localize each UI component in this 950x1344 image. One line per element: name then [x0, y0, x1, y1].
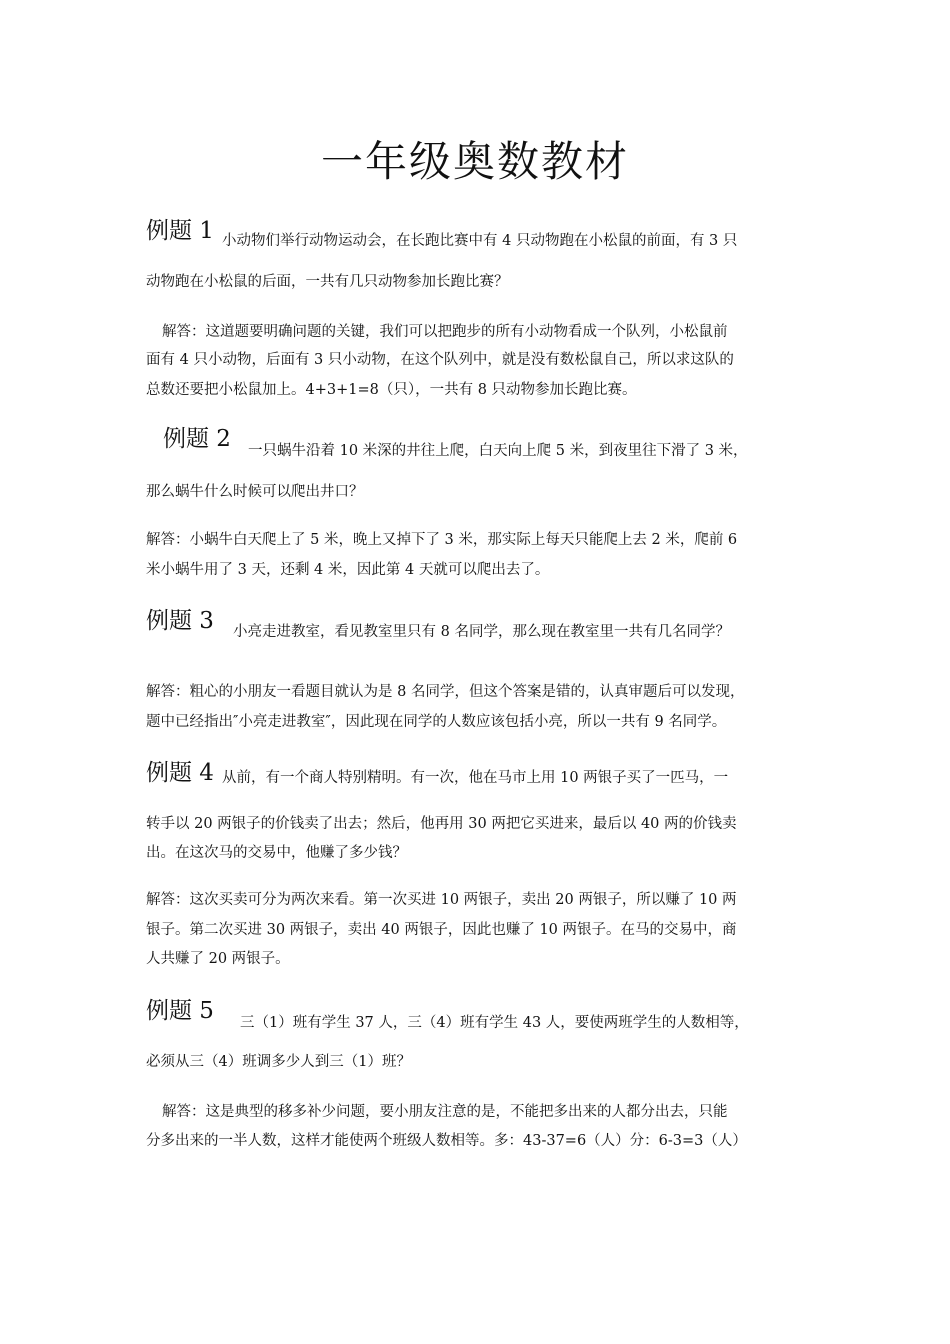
example-2-question-line-1: 一只蜗牛沿着 10 米深的井往上爬，白天向上爬 5 米，到夜里往下滑了 3 米，: [248, 443, 748, 459]
example-5-label: 例题 5: [146, 998, 214, 1024]
example-2-label: 例题 2: [163, 426, 231, 452]
example-2-answer-line-1: 解答：小蜗牛白天爬上了 5 米，晚上又掉下了 3 米，那实际上每天只能爬上去 2 米，爬前 6: [146, 532, 738, 548]
example-3-label: 例题 3: [146, 608, 214, 634]
example-3-answer-line-1: 解答：粗心的小朋友一看题目就认为是 8 名同学，但这个答案是错的，认真审题后可以发现，: [146, 684, 745, 700]
example-5-question-line-2: 必须从三（4）班调多少人到三（1）班？: [146, 1054, 411, 1070]
example-1-question-line-1: 小动物们举行动物运动会，在长跑比赛中有 4 只动物跑在小松鼠的前面，有 3 只: [222, 233, 738, 249]
example-4-question-line-3: 出。在这次马的交易中，他赚了多少钱？: [146, 845, 407, 861]
example-4-answer-line-1: 解答：这次买卖可分为两次来看。第一次买进 10 两银子，卖出 20 两银子，所以赚了 10 两: [146, 892, 737, 908]
example-1-answer-line-2: 面有 4 只小动物，后面有 3 只小动物，在这个队列中，就是没有数松鼠自己，所以求这队的: [146, 352, 734, 368]
example-2-answer-line-2: 米小蜗牛用了 3 天，还剩 4 米，因此第 4 天就可以爬出去了。: [146, 562, 550, 578]
example-4-question-line-1: 从前，有一个商人特别精明。有一次，他在马市上用 10 两银子买了一匹马，一: [222, 770, 729, 786]
example-3-question-line-1: 小亮走进教室，看见教室里只有 8 名同学，那么现在教室里一共有几名同学？: [233, 624, 730, 640]
example-4-answer-line-2: 银子。第二次买进 30 两银子，卖出 40 两银子，因此也赚了 10 两银子。在马的交易中，商: [146, 922, 737, 938]
example-1-answer-line-3: 总数还要把小松鼠加上。4+3+1=8（只），一共有 8 只动物参加长跑比赛。: [146, 382, 637, 398]
document-title: 一年级奥数教材: [320, 137, 629, 187]
example-4-question-line-2: 转手以 20 两银子的价钱卖了出去；然后，他再用 30 两把它买进来，最后以 40 两的价钱卖: [146, 816, 737, 832]
example-3-answer-line-2: 题中已经指出″小亮走进教室″，因此现在同学的人数应该包括小亮，所以一共有 9 名同学。: [146, 714, 727, 730]
example-1-question-line-2: 动物跑在小松鼠的后面，一共有几只动物参加长跑比赛？: [146, 274, 509, 290]
example-1-label: 例题 1: [146, 218, 214, 244]
example-5-question-line-1: 三（1）班有学生 37 人，三（4）班有学生 43 人，要使两班学生的人数相等，: [240, 1015, 749, 1031]
example-5-answer-line-1: 解答：这是典型的移多补少问题，要小朋友注意的是，不能把多出来的人都分出去，只能: [162, 1104, 728, 1120]
example-4-label: 例题 4: [146, 760, 214, 786]
example-5-answer-line-2: 分多出来的一半人数，这样才能使两个班级人数相等。多：43-37=6（人）分：6-3=3（人）: [146, 1133, 747, 1149]
example-1-answer-line-1: 解答：这道题要明确问题的关键，我们可以把跑步的所有小动物看成一个队列，小松鼠前: [162, 324, 728, 340]
example-2-question-line-2: 那么蜗牛什么时候可以爬出井口？: [146, 484, 364, 500]
example-4-answer-line-3: 人共赚了 20 两银子。: [146, 951, 290, 967]
